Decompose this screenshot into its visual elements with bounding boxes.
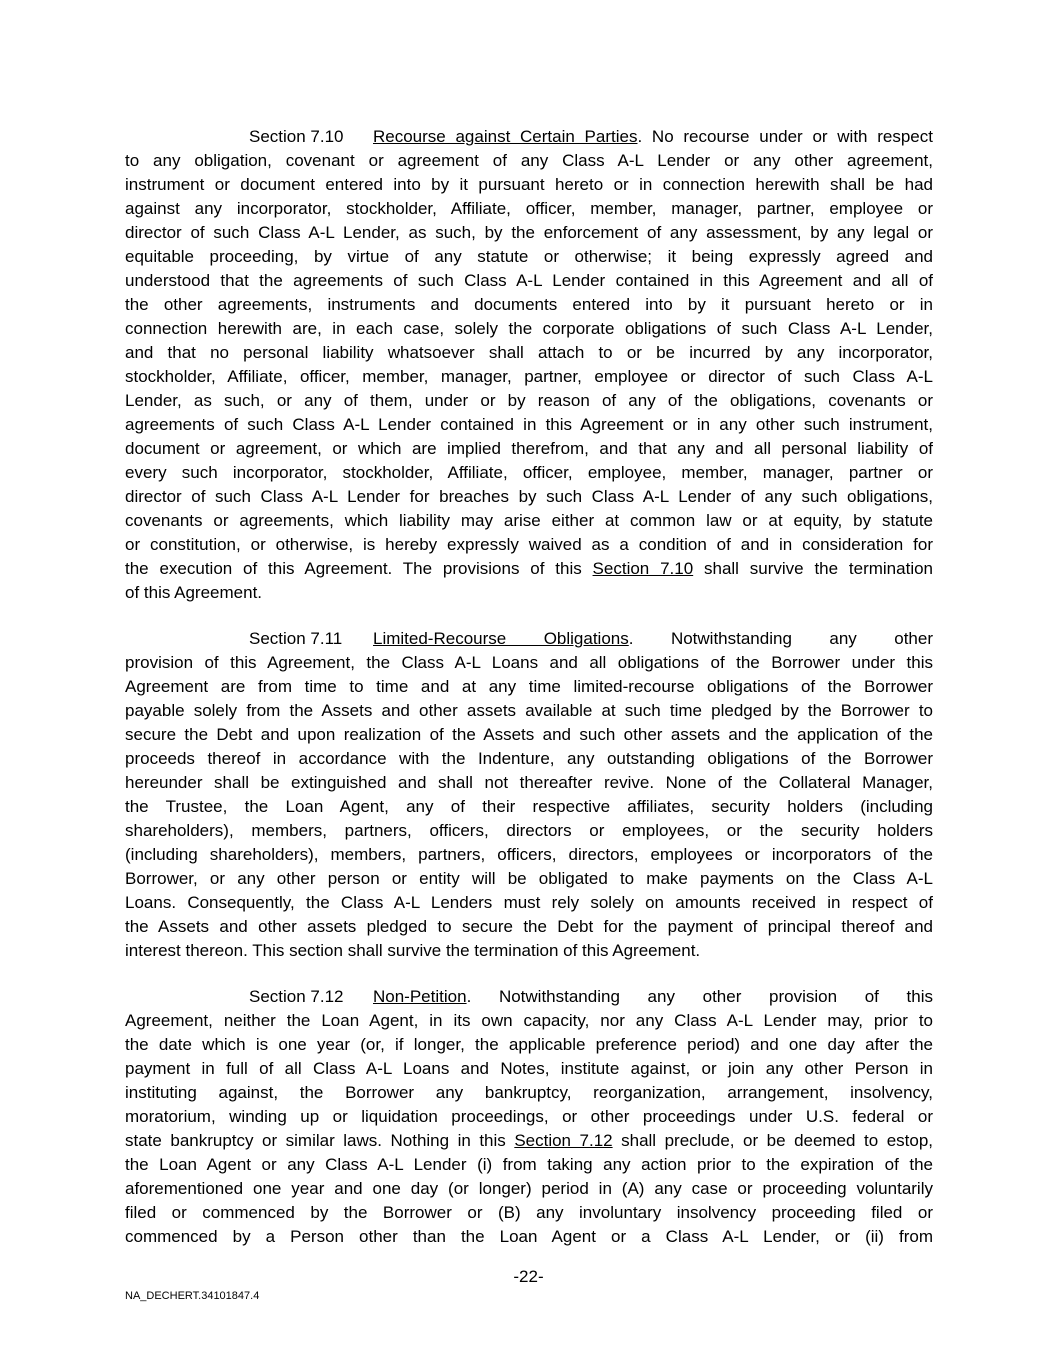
line-text: payable solely from the Assets and other assets available at such time pledged by the Borrower to bbox=[125, 701, 933, 720]
text-line bbox=[125, 1105, 933, 1129]
section-heading-link: Recourse against Certain Parties bbox=[373, 127, 638, 146]
section-paragraph bbox=[125, 985, 933, 1249]
text-line bbox=[125, 317, 933, 341]
text-line bbox=[125, 485, 933, 509]
line-text: (including shareholders), members, partners, officers, directors, employees or incorporators of the bbox=[125, 845, 933, 864]
line-text: and that no personal liability whatsoever shall attach to or be incurred by any incorporator, bbox=[125, 343, 933, 362]
text-line bbox=[125, 843, 933, 867]
line-text: every such incorporator, stockholder, Affiliate, officer, employee, member, manager, partner or bbox=[125, 463, 933, 482]
text-line bbox=[125, 173, 933, 197]
text-line bbox=[125, 197, 933, 221]
text-line bbox=[125, 891, 933, 915]
section-number: Section 7.10 bbox=[249, 127, 344, 146]
text-line bbox=[125, 675, 933, 699]
line-text: the date which is one year (or, if longer, the applicable preference period) and one day after the bbox=[125, 1035, 933, 1054]
text-line bbox=[125, 293, 933, 317]
line-text: the Trustee, the Loan Agent, any of their respective affiliates, security holders (including bbox=[125, 797, 933, 816]
line-text: . Notwithstanding any other bbox=[628, 629, 933, 648]
document-body bbox=[125, 125, 933, 1271]
line-text: interest thereon. This section shall survive the termination of this Agreement. bbox=[125, 941, 701, 960]
line-text: commenced by a Person other than the Loan Agent or a Class A-L Lender, or (ii) from bbox=[125, 1227, 933, 1246]
section-number: Section 7.11 bbox=[249, 629, 343, 648]
section-heading-link: Non-Petition bbox=[373, 987, 467, 1006]
text-line bbox=[125, 867, 933, 891]
line-text: shall survive the termination bbox=[693, 559, 934, 578]
line-text: aforementioned one year and one day (or longer) period in (A) any case or proceeding voluntarily bbox=[125, 1179, 933, 1198]
line-text: of this Agreement. bbox=[125, 583, 263, 602]
text-line bbox=[125, 1153, 933, 1177]
line-text: against any incorporator, stockholder, Affiliate, officer, member, manager, partner, employee or bbox=[125, 199, 933, 218]
line-text: stockholder, Affiliate, officer, member, manager, partner, employee or director of such Class A-L bbox=[125, 367, 933, 386]
line-text: instrument or document entered into by it pursuant hereto or in connection herewith shall be had bbox=[125, 175, 933, 194]
line-text: understood that the agreements of such Class A-L Lender contained in this Agreement and all of bbox=[125, 271, 933, 290]
line-text: the execution of this Agreement. The provisions of this bbox=[125, 559, 593, 578]
line-text: document or agreement, or which are implied therefrom, and that any and all personal liability of bbox=[125, 439, 933, 458]
text-line bbox=[125, 985, 933, 1009]
line-text: the Assets and other assets pledged to secure the Debt for the payment of principal thereof and bbox=[125, 917, 933, 936]
line-text: secure the Debt and upon realization of the Assets and such other assets and the application of the bbox=[125, 725, 933, 744]
text-line bbox=[125, 939, 933, 963]
line-text: . No recourse under or with respect bbox=[637, 127, 933, 146]
section-paragraph bbox=[125, 125, 933, 605]
line-text: shareholders), members, partners, officers, directors or employees, or the security holders bbox=[125, 821, 933, 840]
line-text: shall preclude, or be deemed to estop, bbox=[612, 1131, 933, 1150]
line-text: equitable proceeding, by virtue of any statute or otherwise; it being expressly agreed and bbox=[125, 247, 933, 266]
text-line bbox=[125, 581, 933, 605]
line-text: Agreement are from time to time and at any time limited-recourse obligations of the Borrower bbox=[125, 677, 933, 696]
line-text: the other agreements, instruments and documents entered into by it pursuant hereto or in bbox=[125, 295, 933, 314]
section-heading-link: Section 7.12 bbox=[514, 1131, 613, 1150]
text-line bbox=[125, 1081, 933, 1105]
section-paragraph bbox=[125, 627, 933, 963]
text-line bbox=[125, 341, 933, 365]
text-line bbox=[125, 461, 933, 485]
line-text: moratorium, winding up or liquidation proceedings, or other proceedings under U.S. federal or bbox=[125, 1107, 933, 1126]
text-line bbox=[125, 723, 933, 747]
text-line bbox=[125, 915, 933, 939]
text-line bbox=[125, 747, 933, 771]
text-line bbox=[125, 699, 933, 723]
text-line bbox=[125, 795, 933, 819]
line-text: the Loan Agent or any Class A-L Lender (i) from taking any action prior to the expiration of the bbox=[125, 1155, 933, 1174]
text-line bbox=[125, 389, 933, 413]
text-line bbox=[125, 221, 933, 245]
line-text: state bankruptcy or similar laws. Nothing in this bbox=[125, 1131, 515, 1150]
text-line bbox=[125, 771, 933, 795]
line-text: proceeds thereof in accordance with the Indenture, any outstanding obligations of the Borrower bbox=[125, 749, 933, 768]
text-line bbox=[125, 437, 933, 461]
text-line bbox=[125, 819, 933, 843]
text-line bbox=[125, 1129, 933, 1153]
section-number: Section 7.12 bbox=[249, 987, 344, 1006]
line-text: to any obligation, covenant or agreement of any Class A-L Lender or any other agreement, bbox=[125, 151, 933, 170]
text-line bbox=[125, 557, 933, 581]
line-text: agreements of such Class A-L Lender contained in this Agreement or in any other such instrument, bbox=[125, 415, 933, 434]
document-id: NA_DECHERT.34101847.4 bbox=[125, 1290, 260, 1302]
line-text: provision of this Agreement, the Class A-L Loans and all obligations of the Borrower under this bbox=[125, 653, 933, 672]
line-text: Borrower, or any other person or entity will be obligated to make payments on the Class A-L bbox=[125, 869, 933, 888]
text-line bbox=[125, 365, 933, 389]
text-line bbox=[125, 1057, 933, 1081]
text-line bbox=[125, 1201, 933, 1225]
line-text: director of such Class A-L Lender for breaches by such Class A-L Lender of any such obligations, bbox=[125, 487, 933, 506]
text-line bbox=[125, 1009, 933, 1033]
line-text: director of such Class A-L Lender, as such, by the enforcement of any assessment, by any legal or bbox=[125, 223, 933, 242]
line-text: . Notwithstanding any other provision of this bbox=[466, 987, 933, 1006]
text-line bbox=[125, 149, 933, 173]
text-line bbox=[125, 651, 933, 675]
text-line bbox=[125, 509, 933, 533]
text-line bbox=[125, 1225, 933, 1249]
text-line bbox=[125, 1033, 933, 1057]
text-line bbox=[125, 245, 933, 269]
line-text: or constitution, or otherwise, is hereby expressly waived as a condition of and in consideration for bbox=[125, 535, 933, 554]
line-text: Lender, as such, or any of them, under or by reason of any of the obligations, covenants or bbox=[125, 391, 933, 410]
section-heading-link: Section 7.10 bbox=[592, 559, 694, 578]
line-text: filed or commenced by the Borrower or (B) any involuntary insolvency proceeding filed or bbox=[125, 1203, 933, 1222]
text-line bbox=[125, 533, 933, 557]
line-text: connection herewith are, in each case, solely the corporate obligations of such Class A-L Lender, bbox=[125, 319, 933, 338]
line-text: Loans. Consequently, the Class A-L Lenders must rely solely on amounts received in respect of bbox=[125, 893, 933, 912]
line-text: covenants or agreements, which liability may arise either at common law or at equity, by statute bbox=[125, 511, 933, 530]
text-line bbox=[125, 269, 933, 293]
line-text: payment in full of all Class A-L Loans and Notes, institute against, or join any other Person in bbox=[125, 1059, 933, 1078]
line-text: hereunder shall be extinguished and shall not thereafter revive. None of the Collateral Manager, bbox=[125, 773, 933, 792]
text-line bbox=[125, 627, 933, 651]
line-text: Agreement, neither the Loan Agent, in its own capacity, nor any Class A-L Lender may, prior to bbox=[125, 1011, 933, 1030]
page-number: -22- bbox=[513, 1267, 544, 1286]
text-line bbox=[125, 1177, 933, 1201]
text-line bbox=[125, 125, 933, 149]
section-heading-link: Limited-Recourse Obligations bbox=[373, 629, 629, 648]
line-text: instituting against, the Borrower any bankruptcy, reorganization, arrangement, insolvency, bbox=[125, 1083, 933, 1102]
text-line bbox=[125, 413, 933, 437]
